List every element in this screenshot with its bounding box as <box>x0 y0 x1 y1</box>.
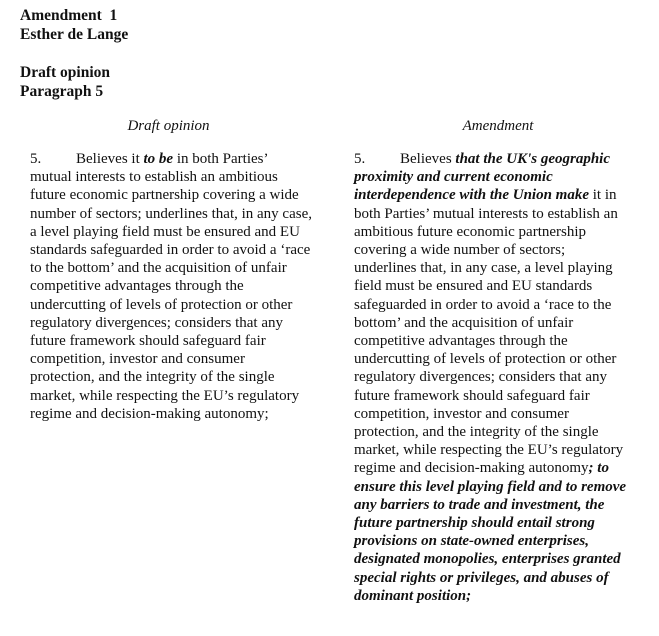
amendment-paragraph-number: 5. <box>354 151 366 167</box>
paragraph-reference: Paragraph 5 <box>20 83 104 100</box>
document-title: Draft opinion <box>20 64 110 81</box>
draft-text-start: Believes it <box>76 151 144 167</box>
amendment-added-text: ; to ensure this level playing field and to remove any barriers to trade and investment, the future partnership should entail strong provisions on state-owned enterprises, designated monopolies, enterprises granted special rights or privileges, and abuses of dominant position; <box>354 460 627 604</box>
draft-opinion-column-heading: Draft opinion <box>127 118 210 134</box>
amendment-text <box>354 150 630 605</box>
amendment-column-heading: Amendment <box>462 118 534 134</box>
draft-text-body: in both Parties’ mutual interests to establish an ambitious future economic partnership covering a wide number of sectors; underlines that, in any case, a level playing field must be ensured and EU standards safeguarded in order to avoid a ‘race to the bottom’ and the acquisition of unfair competitive advantages through the undercutting of levels of protection or other regulatory divergences; considers that any future framework should safeguard fair competition, investor and consumer protection, and the integrity of the single market, while respecting the EU’s regulatory regime and decision-making autonomy; <box>30 151 312 422</box>
amendment-text-body: it in both Parties’ mutual interests to establish an ambitious future economic partnership covering a wide number of sectors; underlines that, in any case, a level playing field must be ensured and EU standards safeguarded in order to avoid a ‘race to the bottom’ and the acquisition of unfair competitive advantages through the undercutting of levels of protection or other regulatory divergences; considers that any future framework should safeguard fair competition, investor and consumer protection, and the integrity of the single market, while respecting the EU’s regulatory regime and decision-making autonomy <box>354 187 624 477</box>
amendment-number: Amendment 1 <box>20 7 118 24</box>
draft-paragraph-number: 5. <box>30 151 42 167</box>
amendment-text-start: Believes <box>400 151 456 167</box>
amendment-author: Esther de Lange <box>20 26 129 43</box>
draft-deleted-text: to be <box>143 151 174 167</box>
amendment-inserted-text: that the UK's geographic proximity and current economic interdependence with the Union make <box>354 151 611 204</box>
draft-opinion-text <box>30 150 312 423</box>
